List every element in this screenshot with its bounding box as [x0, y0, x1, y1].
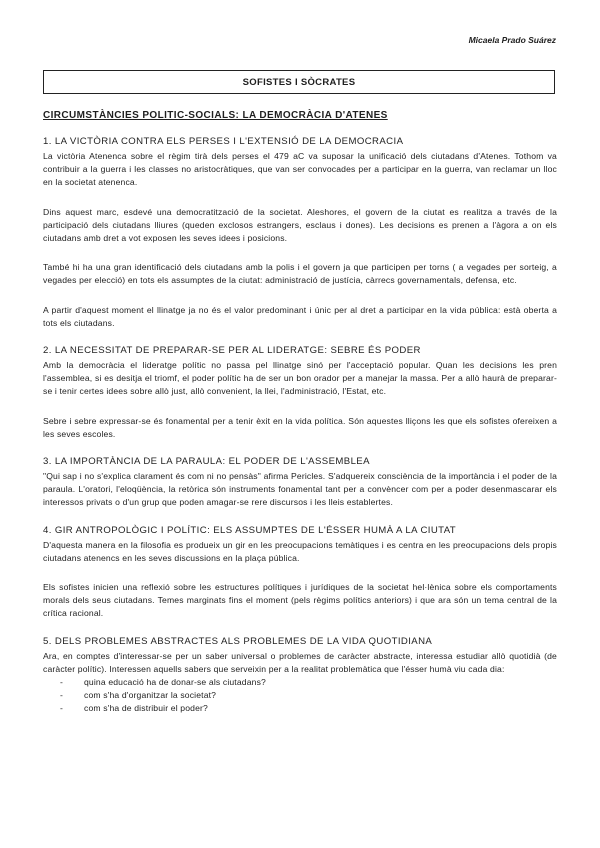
- section-3: [43, 455, 557, 510]
- author-name: Micaela Prado Suárez: [468, 35, 556, 45]
- paragraph: La victòria Atenenca sobre el règim tirà dels perses el 479 aC va suposar la unificació dels ciutadans d'Atenes. Tothom va contribuir a la guerra i les classes no aristocràtiques, que van ser convocades per a participar en la guerra, van reclamar un lloc en la societat atenenca.: [43, 151, 557, 188]
- paragraph: Ara, en comptes d'interessar-se per un saber universal o problemes de caràcter abstracte, interessa estudiar allò quotidià (de caràcter polític). Interessen aquells sabers que serveixin per a la realitat problemàtica que l'ésser humà viu cada dia:: [43, 650, 557, 674]
- question-list: [43, 676, 557, 716]
- list-marker: -: [60, 677, 64, 688]
- section-4: [43, 524, 557, 621]
- list-marker: -: [60, 690, 64, 701]
- document-body: [43, 110, 557, 716]
- section-heading: 2. LA NECESSITAT DE PREPARAR-SE PER AL LIDERATGE: SEBRE ÉS PODER: [43, 345, 421, 357]
- section-heading: 1. LA VICTÒRIA CONTRA ELS PERSES I L'EXTENSIÓ DE LA DEMOCRACIA: [43, 136, 404, 147]
- paragraph: Dins aquest marc, esdevé una democratització de la societat. Aleshores, el govern de la ciutat es realitza a través de la participació dels ciutadans lliures (queden exclosos estrangers, esclaus i dones). Les decisions es prenen a l'àgora a on els ciutadans amb dret a vot exposen les seves idees i posicions.: [43, 206, 557, 244]
- section-5: [43, 635, 557, 716]
- section-heading: 4. GIR ANTROPOLÒGIC I POLÍTIC: ELS ASSUMPTES DE L'ÉSSER HUMÀ A LA CIUTAT: [43, 524, 457, 536]
- paragraph: Amb la democràcia el lideratge polític no passa pel llinatge sinó per l'acceptació popular. Quan les decisions les pren l'assemblea, si es desitja el triomf, el poder polític ha de ser un bon orador per a manejar la massa. Per a allò haurà de preparar-se i tenir certes idees sobre allò just, allò convenient, la llei, l'administració, l'Estat, etc.: [43, 360, 557, 397]
- paragraph: Els sofistes inicien una reflexió sobre les estructures polítiques i jurídiques de la societat hel·lènica sobre els comportaments morals dels seus ciutadans. Temes marginats fins el moment (pels règims polítics anteriors) i que ara són un tema central de la crítica racional.: [43, 582, 557, 619]
- list-item: - com s'ha de distribuir el poder?: [60, 702, 557, 715]
- list-item: - quina educació ha de donar-se als ciutadans?: [60, 676, 557, 689]
- main-heading: CIRCUMSTÀNCIES POLITIC-SOCIALS: LA DEMOCRÀCIA D'ATENES: [43, 110, 388, 121]
- paragraph: Sebre i sebre expressar-se és fonamental per a tenir èxit en la vida política. Són aquestes lliçons les que els sofistes ofereixen a les seves escoles.: [43, 415, 557, 439]
- section-1: [43, 135, 557, 330]
- paragraph: D'aquesta manera en la filosofia es produeix un gir en les preocupacions temàtiques i es centra en les preocupacions dels propis ciutadans atenencs en les seves discussions en la plaça pública.: [43, 539, 557, 563]
- paragraph: "Qui sap i no s'explica clarament és com ni no pensàs" afirma Pericles. S'adquereix consciència de la importància i el poder de la paraula. L'oratori, l'eloqüència, la retòrica són instruments fonamental tant per a convèncer com per a poder desenmascarar els interessos privats o d'un grup que poden amagar-se rere discursos i les lleis establertes.: [43, 471, 557, 508]
- document-title: SOFISTES I SÒCRATES: [43, 70, 555, 94]
- list-marker: -: [60, 703, 64, 714]
- section-heading: 3. LA IMPORTÀNCIA DE LA PARAULA: EL PODER DE L'ASSEMBLEA: [43, 456, 370, 468]
- section-2: [43, 344, 557, 441]
- section-heading: 5. DELS PROBLEMES ABSTRACTES ALS PROBLEMES DE LA VIDA QUOTIDIANA: [43, 635, 433, 647]
- paragraph: A partir d'aquest moment el llinatge ja no és el valor predominant i únic per al dret a participar en la vida pública: està oberta a tots els ciutadans.: [43, 304, 557, 328]
- list-item: - com s'ha d'organitzar la societat?: [60, 689, 557, 702]
- paragraph: També hi ha una gran identificació dels ciutadans amb la polis i el govern ja que participen per torns ( a vegades per sorteig, a vegades per elecció) en tots els assumptes de la ciutat: administració de justícia, càrrecs governamentals, defensa, etc.: [43, 262, 557, 286]
